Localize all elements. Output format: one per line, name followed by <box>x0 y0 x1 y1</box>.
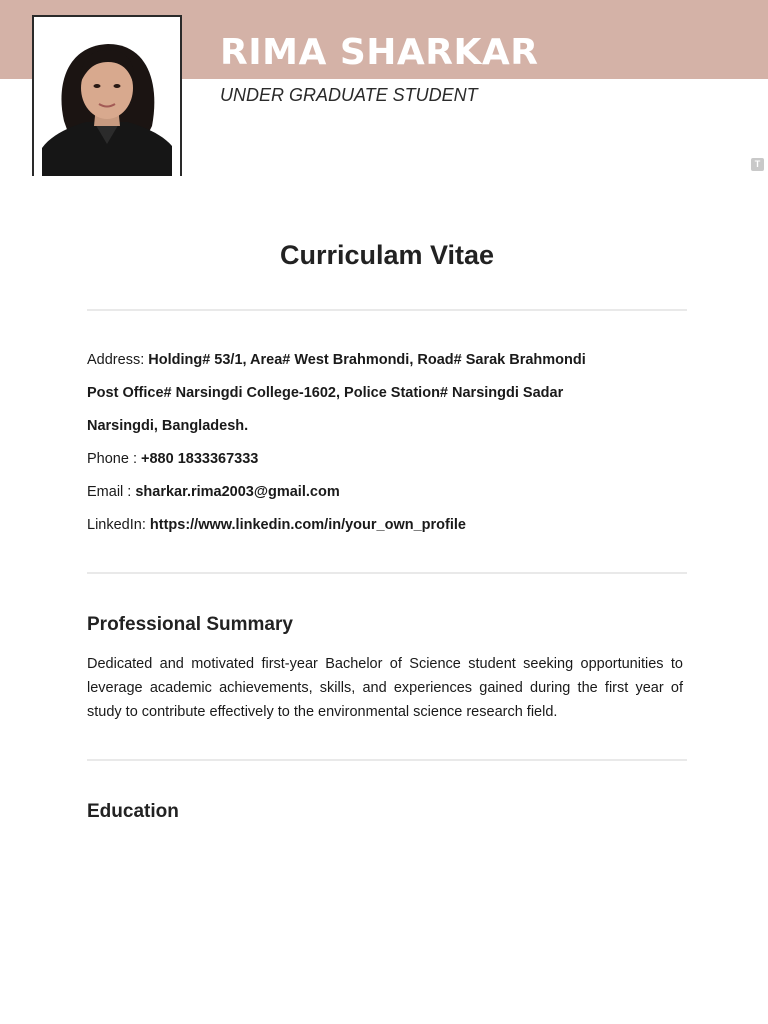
address-value-3: Narsingdi, Bangladesh. <box>87 418 249 434</box>
phone-line <box>87 451 258 467</box>
summary-heading: Professional Summary <box>87 614 293 635</box>
divider <box>87 309 687 311</box>
email-label: Email : <box>87 484 136 500</box>
summary-text: Dedicated and motivated first-year Bachelor of Science student seeking opportunities to leverage academic achievements, skills, and experiences gained during the first year of study to contribute effectively to the environmental science research field. <box>87 656 683 720</box>
document-title: Curriculam Vitae <box>279 240 495 270</box>
linkedin-link[interactable]: https://www.linkedin.com/in/your_own_profile <box>149 517 466 533</box>
address-line-1 <box>87 352 586 368</box>
phone-value: +880 1833367333 <box>141 451 259 467</box>
profile-photo <box>42 26 172 176</box>
candidate-role: UNDER GRADUATE STUDENT <box>220 85 478 105</box>
linkedin-label: LinkedIn: <box>87 517 150 533</box>
email-line <box>87 484 340 500</box>
text-tool-icon[interactable]: T <box>751 158 764 171</box>
email-value[interactable]: sharkar.rima2003@gmail.com <box>135 484 340 500</box>
phone-label: Phone : <box>87 451 142 467</box>
address-line-2 <box>87 385 563 401</box>
profile-photo-frame <box>32 15 182 176</box>
address-value-2: Post Office# Narsingdi College-1602, Police Station# Narsingdi Sadar <box>87 385 564 401</box>
candidate-name: RIMA SHARKAR <box>220 32 539 73</box>
address-label: Address: <box>87 352 149 368</box>
linkedin-line <box>87 517 466 533</box>
divider <box>87 759 687 761</box>
divider <box>87 572 687 574</box>
education-heading: Education <box>87 801 179 822</box>
address-line-3 <box>87 418 248 434</box>
address-value-1: Holding# 53/1, Area# West Brahmondi, Road# Sarak Brahmondi <box>148 352 586 368</box>
person-portrait-icon <box>42 26 172 176</box>
